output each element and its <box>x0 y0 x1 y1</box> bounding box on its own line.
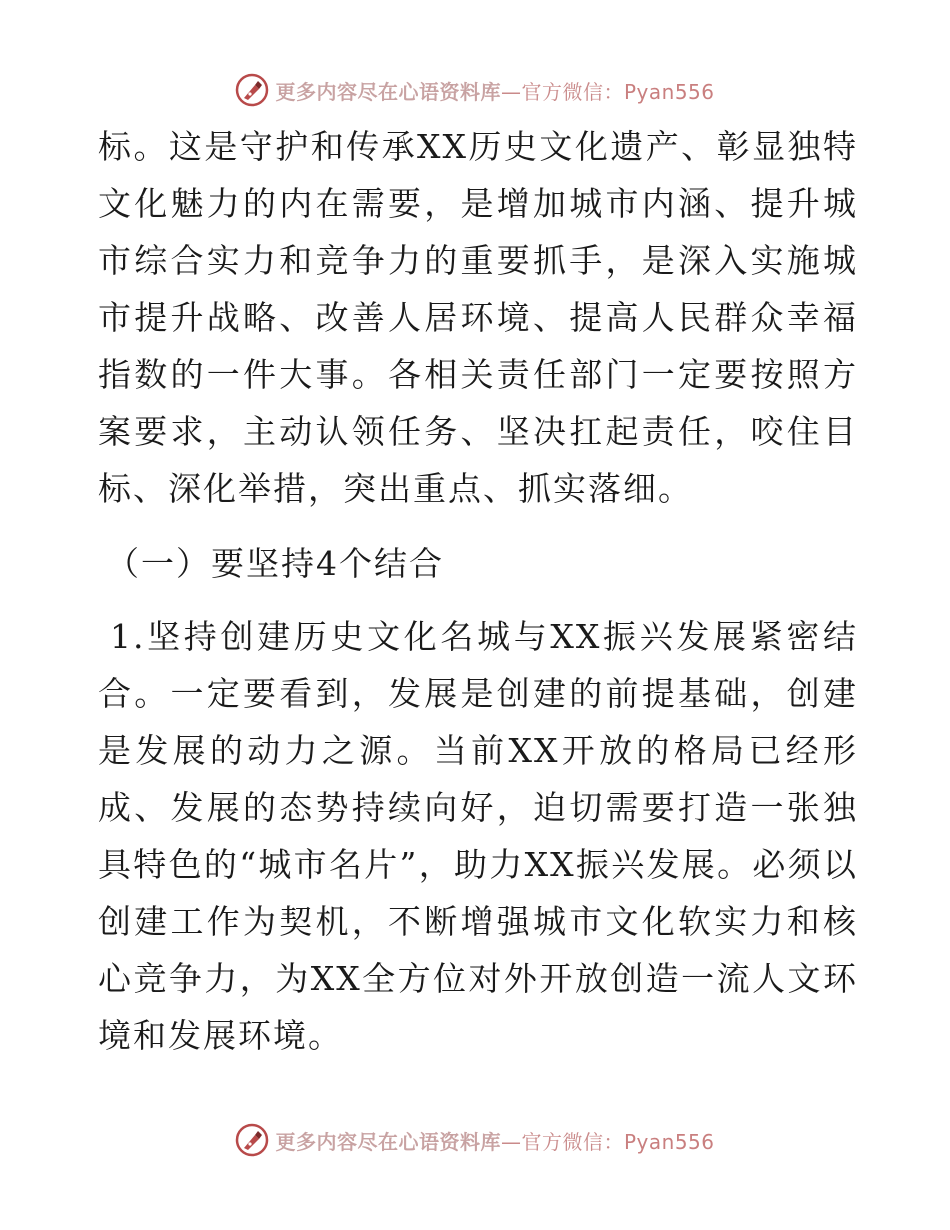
document-body <box>98 118 858 1064</box>
watermark-text: 更多内容尽在心语资料库—官方微信：Pyan556 <box>275 1129 715 1154</box>
footer-watermark <box>0 1120 950 1160</box>
pen-nib-logo-icon <box>235 73 269 107</box>
body-paragraph: 标。这是守护和传承XX历史文化遗产、彰显独特文化魅力的内在需要，是增加城市内涵、提升城市综合实力和竞争力的重要抓手，是深入实施城市提升战略、改善人居环境、提高人民群众幸福指数的一件大事。各相关责任部门一定要按照方案要求，主动认领任务、坚决扛起责任，咬住目标、深化举措，突出重点、抓实落细。 <box>98 127 858 508</box>
pen-nib-logo-icon <box>235 1123 269 1157</box>
header-watermark <box>0 70 950 110</box>
section-heading: （一）要坚持4个结合 <box>106 544 444 583</box>
body-paragraph: 1.坚持创建历史文化名城与XX振兴发展紧密结合。一定要看到，发展是创建的前提基础，创建是发展的动力之源。当前XX开放的格局已经形成、发展的态势持续向好，迫切需要打造一张独具特色的“城市名片”，助力XX振兴发展。必须以创建工作为契机，不断增强城市文化软实力和核心竞争力，为XX全方位对外开放创造一流人文环境和发展环境。 <box>98 617 858 1055</box>
watermark-text: 更多内容尽在心语资料库—官方微信：Pyan556 <box>275 79 715 104</box>
